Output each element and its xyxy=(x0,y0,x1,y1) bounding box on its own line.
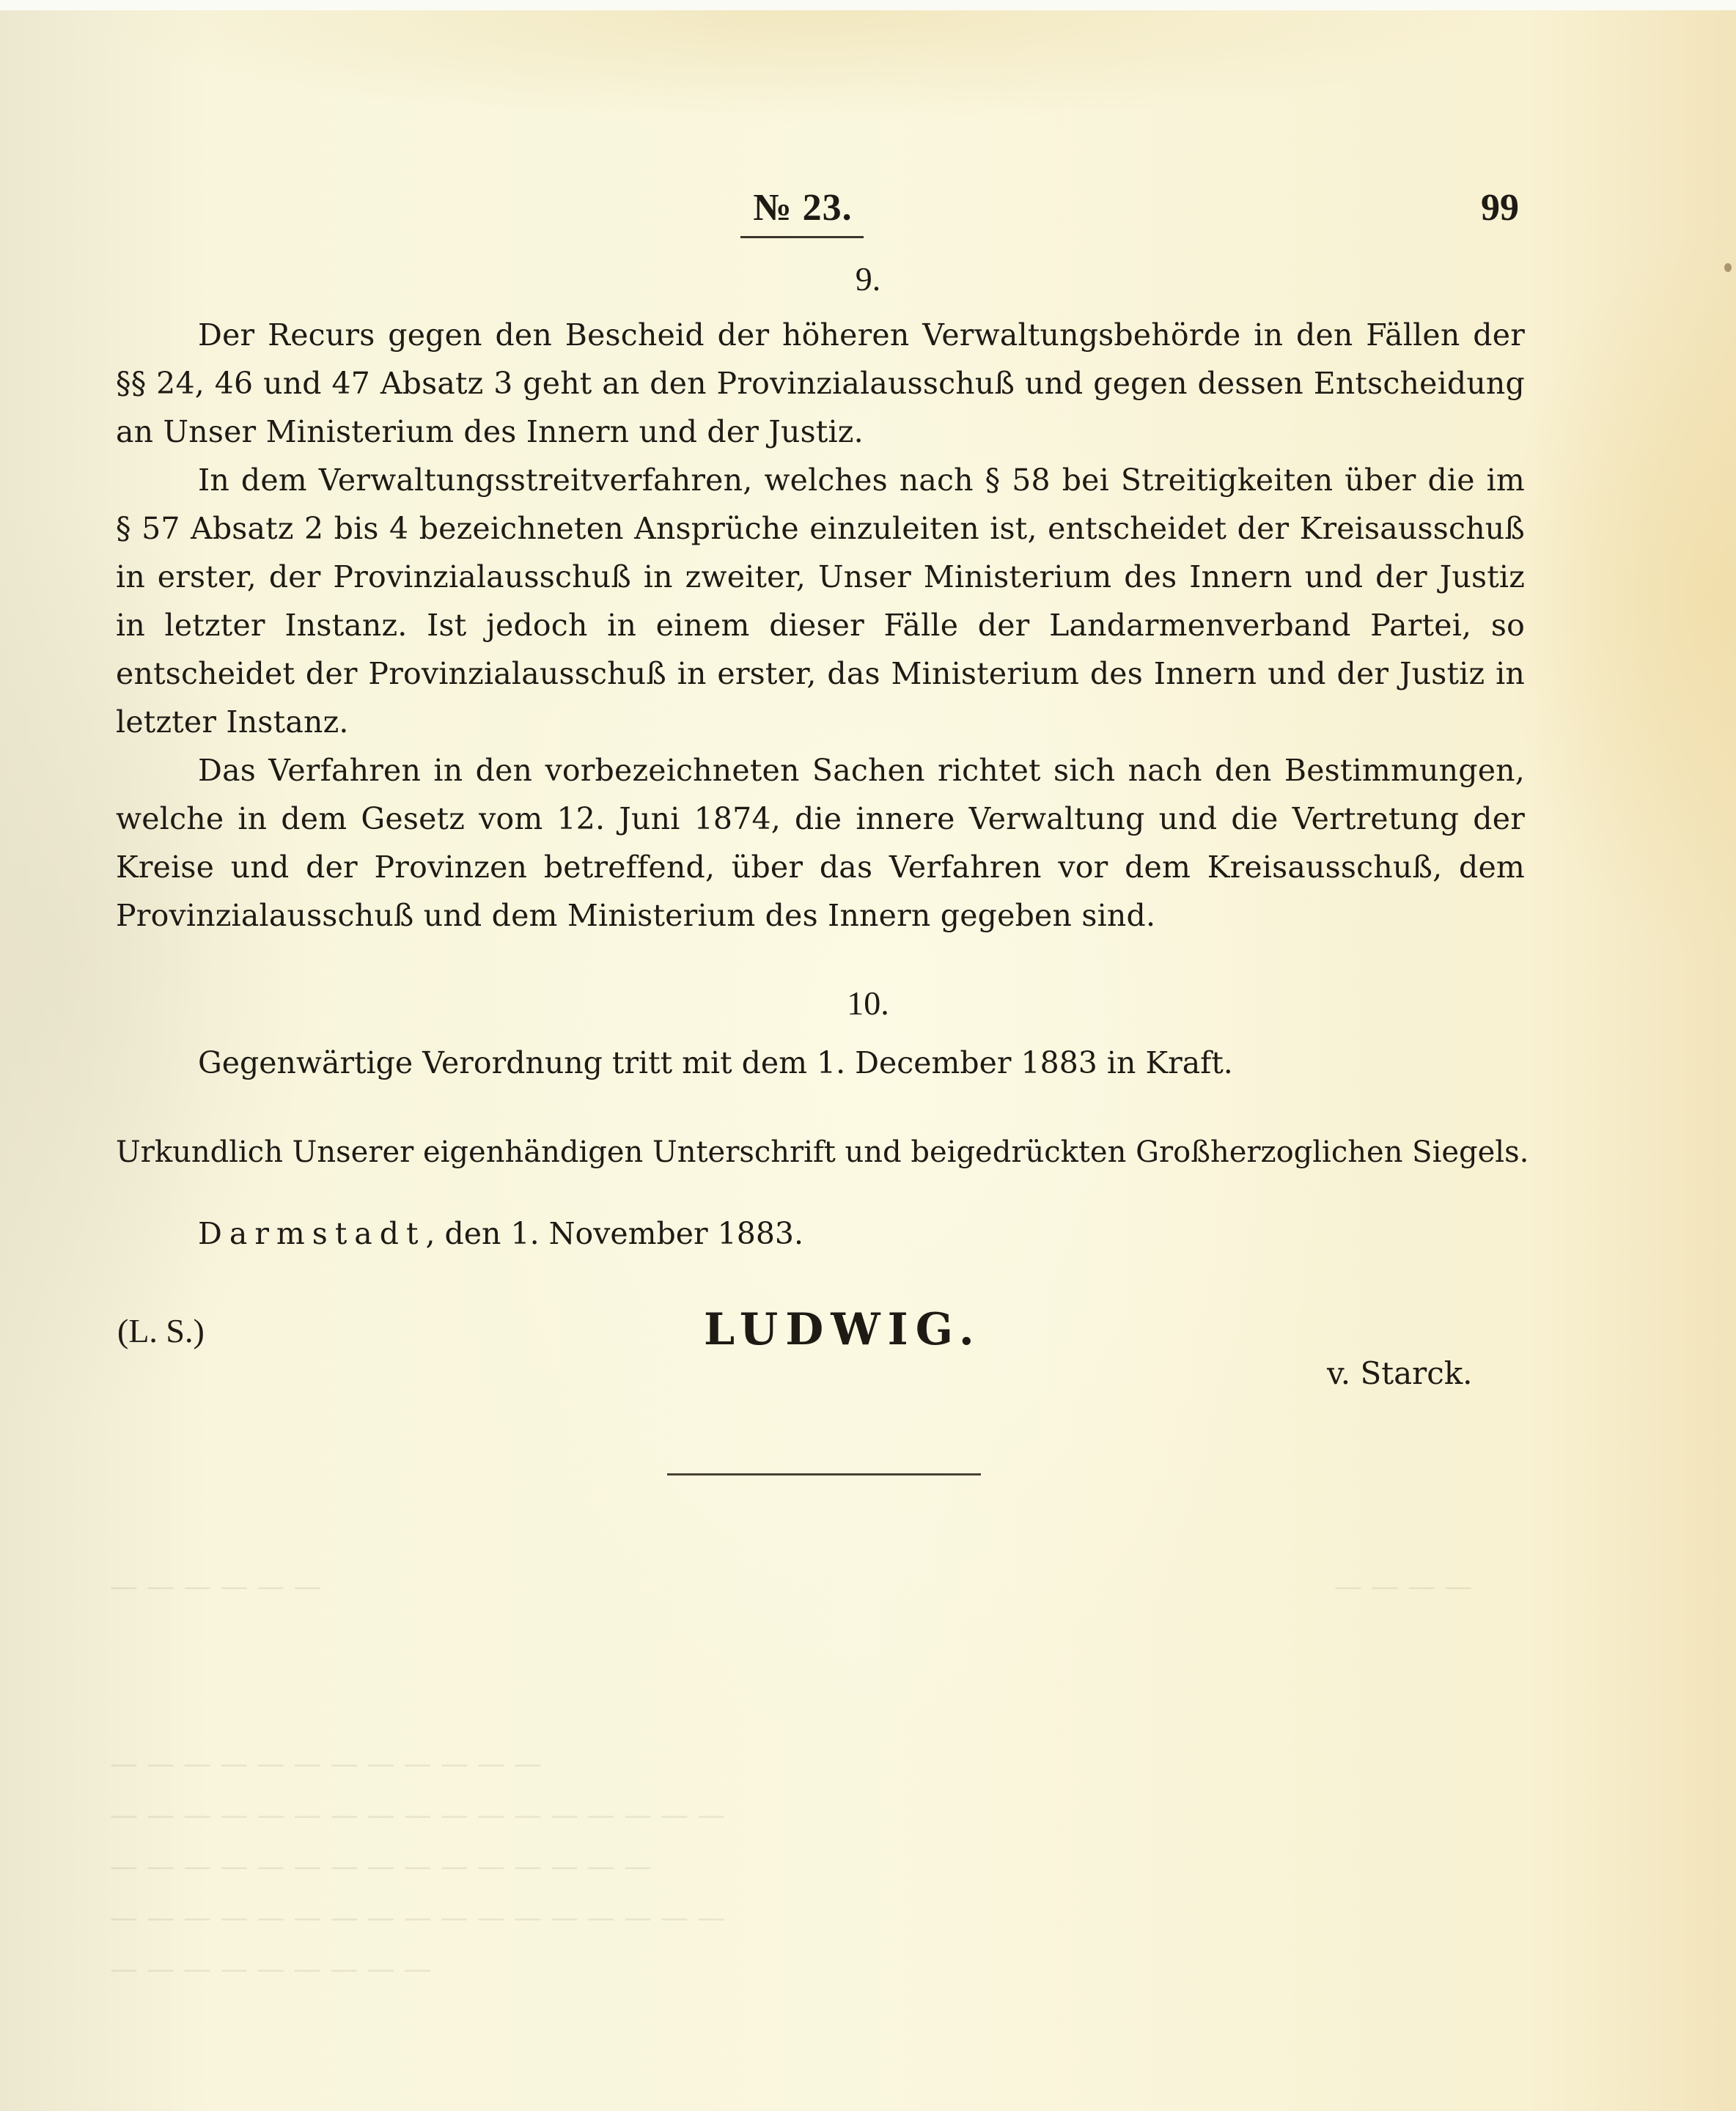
signature-minister: v. Starck. xyxy=(1327,1355,1473,1391)
place-date-line xyxy=(198,1216,803,1251)
attestation-text: Urkundlich Unserer eigenhändigen Unterschrift und beigedrückten Großherzoglichen Siegels. xyxy=(116,1135,1529,1169)
paragraph: Der Recurs gegen den Bescheid der höheren Verwaltungsbehörde in den Fällen der §§ 24, 46 und 47 Absatz 3 geht an den Provinzialausschuß und gegen dessen Entscheidung an Unser Ministerium des Innern und der Justiz. xyxy=(116,317,1525,449)
date-text: , den 1. November 1883. xyxy=(425,1216,804,1251)
show-through-text: — — — — — — — — — — — — — — — — — xyxy=(110,1799,726,1831)
end-divider xyxy=(667,1473,981,1476)
show-through-text: — — — — — — — — — xyxy=(110,1953,432,1985)
section-10-text: Gegenwärtige Verordnung tritt mit dem 1. December 1883 in Kraft. xyxy=(198,1045,1233,1080)
show-through-text: — — — — — — — — — — — — xyxy=(110,1747,542,1780)
show-through-text: — — — — — — xyxy=(110,1570,322,1602)
show-through-text: — — — — xyxy=(1334,1570,1473,1602)
scan-top-margin xyxy=(0,0,1736,10)
issue-number-underline xyxy=(740,236,864,238)
signature-ruler: LUDWIG. xyxy=(704,1304,982,1355)
page-header xyxy=(0,186,1736,245)
issue-number: № 23. xyxy=(753,187,853,229)
show-through-text: — — — — — — — — — — — — — — — xyxy=(110,1850,652,1882)
document-page xyxy=(0,10,1736,2111)
section-9-body xyxy=(116,311,1525,940)
paragraph: In dem Verwaltungsstreitverfahren, welches nach § 58 bei Streitigkeiten über die im § 57 Absatz 2 bis 4 bezeichneten Ansprüche einzuleiten ist, entscheidet der Kreisausschuß in erster, der Provinzialausschuß in zweiter, Unser Ministerium des Innern und der Justiz in letzter Instanz. Ist jedoch in einem dieser Fälle der Landarmenverband Partei, so entscheidet der Provinzialausschuß in erster, das Ministerium des Innern und der Justiz in letzter Instanz. xyxy=(116,463,1525,740)
paragraph: Das Verfahren in den vorbezeichneten Sachen richtet sich nach den Bestimmungen, welche in dem Gesetz vom 12. Juni 1874, die innere Verwaltung und die Vertretung der Kreise und der Provinzen betreffend, über das Verfahren vor dem Kreisausschuß, dem Provinzialausschuß und dem Ministerium des Innern gegeben sind. xyxy=(116,753,1525,933)
page-number: 99 xyxy=(1481,187,1519,229)
section-10-heading: 10. xyxy=(847,984,889,1022)
show-through-text: — — — — — — — — — — — — — — — — — xyxy=(110,1901,726,1934)
place-name: Darmstadt xyxy=(198,1216,426,1251)
section-9-heading: 9. xyxy=(855,260,881,298)
seal-mark: (L. S.) xyxy=(117,1312,205,1349)
